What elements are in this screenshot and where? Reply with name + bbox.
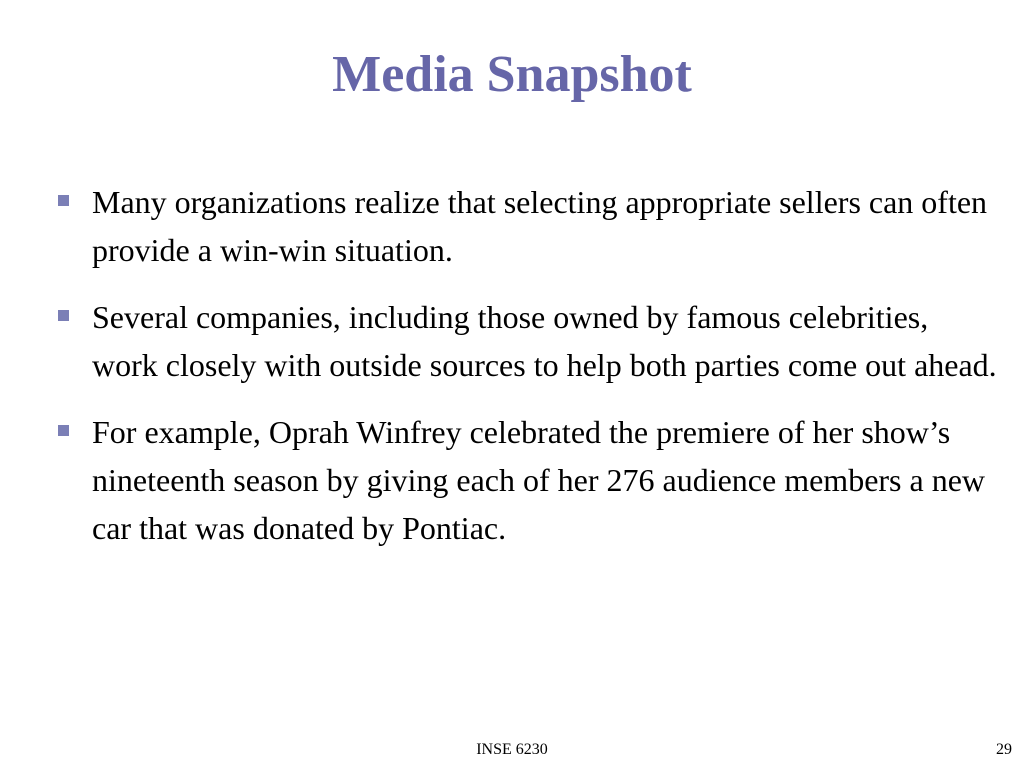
bullet-text: Several companies, including those owned by famous celebrities, work closely with outside sources to help both parties come out ahead. [92,299,997,383]
square-bullet-icon [58,425,69,436]
footer-page-number: 29 [996,741,1012,758]
bullet-item [56,178,1001,274]
footer-course-label: INSE 6230 [476,741,548,758]
slide-title: Media Snapshot [332,46,692,103]
square-bullet-icon [58,195,69,206]
bullet-text: For example, Oprah Winfrey celebrated the premiere of her show’s nineteenth season by giving each of her 276 audience members a new car that was donated by Pontiac. [92,414,986,546]
bullet-item [56,408,1001,552]
bullet-text: Many organizations realize that selecting appropriate sellers can often provide a win-win situation. [92,184,988,268]
square-bullet-icon [58,310,69,321]
bullet-list [56,178,1001,571]
bullet-item [56,293,1001,389]
